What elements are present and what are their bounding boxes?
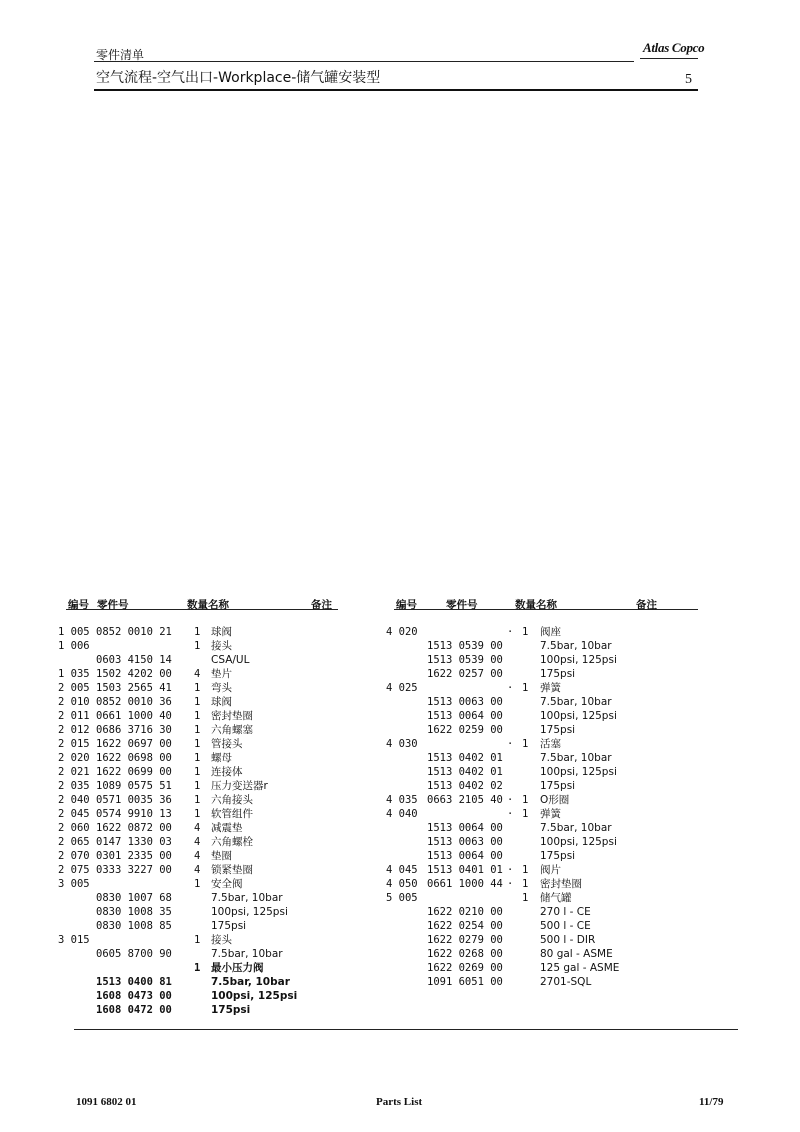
- item-number: 2 070: [58, 850, 90, 862]
- part-number: 0661 1000 44: [427, 878, 503, 890]
- part-number: 1622 0257 00: [427, 668, 503, 680]
- part-name: 2701-SQL: [540, 976, 592, 988]
- part-number: 0301 2335 00: [96, 850, 172, 862]
- part-number: 1622 0697 00: [96, 738, 172, 750]
- part-name: 500 l - CE: [540, 920, 591, 932]
- part-number: 1608 0472 00: [96, 1004, 172, 1016]
- part-name: 密封垫圈: [211, 710, 253, 722]
- part-name: 压力变送器r: [211, 780, 268, 792]
- quantity: 1: [522, 682, 529, 694]
- col-header-item-right: 编号: [396, 599, 417, 611]
- quantity: 1: [522, 738, 529, 750]
- part-number: 0605 8700 90: [96, 948, 172, 960]
- part-number: 1513 0063 00: [427, 696, 503, 708]
- item-number: 2 065: [58, 836, 90, 848]
- item-number: 2 020: [58, 752, 90, 764]
- part-number: 0661 1000 40: [96, 710, 172, 722]
- part-name: 500 l - DIR: [540, 934, 596, 946]
- table-bottom-rule: [74, 1029, 738, 1030]
- quantity: 4: [194, 822, 201, 834]
- quantity: 1: [522, 808, 529, 820]
- item-number: 1 035: [58, 668, 90, 680]
- col-header-part-left: 零件号: [97, 599, 129, 611]
- part-name: 锁紧垫圈: [211, 864, 253, 876]
- part-name: 7.5bar, 10bar: [540, 640, 612, 652]
- part-name: 减震垫: [211, 822, 243, 834]
- part-number: 0686 3716 30: [96, 724, 172, 736]
- part-number: 1513 0063 00: [427, 836, 503, 848]
- part-name: 7.5bar, 10bar: [540, 822, 612, 834]
- quantity: 1: [194, 934, 201, 946]
- item-number: 2 045: [58, 808, 90, 820]
- part-number: 0574 9910 13: [96, 808, 172, 820]
- part-name: 100psi, 125psi: [211, 990, 298, 1002]
- quantity: 1: [194, 752, 201, 764]
- part-name: 活塞: [540, 738, 561, 750]
- part-name: 100psi, 125psi: [540, 766, 617, 778]
- row-marker: ·: [507, 808, 514, 820]
- item-number: 1 005: [58, 626, 90, 638]
- part-number: 1608 0473 00: [96, 990, 172, 1002]
- part-number: 1513 0402 01: [427, 766, 503, 778]
- quantity: 1: [194, 696, 201, 708]
- part-name: 175psi: [540, 780, 576, 792]
- col-header-part-right: 零件号: [446, 599, 478, 611]
- footer-doc-number: 1091 6802 01: [76, 1096, 137, 1108]
- item-number: 4 035: [386, 794, 418, 806]
- part-name: 弹簧: [540, 682, 561, 694]
- quantity: 1: [522, 892, 529, 904]
- quantity: 1: [194, 780, 201, 792]
- part-number: 1622 0699 00: [96, 766, 172, 778]
- logo-rule: [640, 58, 698, 59]
- part-number: 0663 2105 40: [427, 794, 503, 806]
- part-number: 0603 4150 14: [96, 654, 172, 666]
- item-number: 1 006: [58, 640, 90, 652]
- item-number: 2 010: [58, 696, 90, 708]
- part-name: 7.5bar, 10bar: [211, 892, 283, 904]
- part-name: 阀片: [540, 864, 561, 876]
- row-marker: ·: [507, 794, 514, 806]
- part-name: 接头: [211, 934, 232, 946]
- part-name: 球阀: [211, 696, 232, 708]
- part-number: 1503 2565 41: [96, 682, 172, 694]
- part-name: 储气罐: [540, 892, 572, 904]
- part-name: CSA/UL: [211, 654, 250, 666]
- item-number: 4 050: [386, 878, 418, 890]
- part-name: 密封垫圈: [540, 878, 582, 890]
- part-name: 螺母: [211, 752, 232, 764]
- item-number: 2 011: [58, 710, 90, 722]
- quantity: 4: [194, 850, 201, 862]
- part-number: 0830 1008 35: [96, 906, 172, 918]
- part-name: 100psi, 125psi: [540, 836, 617, 848]
- col-header-qty-name-right: 数量名称: [515, 599, 557, 611]
- part-name: 弹簧: [540, 808, 561, 820]
- col-header-remark-right: 备注: [636, 599, 657, 611]
- col-header-rule-left: [66, 609, 338, 610]
- part-number: 1513 0402 02: [427, 780, 503, 792]
- part-number: 1622 0872 00: [96, 822, 172, 834]
- part-name: 175psi: [540, 850, 576, 862]
- quantity: 1: [522, 794, 529, 806]
- col-header-qty-name-left: 数量名称: [187, 599, 229, 611]
- quantity: 1: [522, 878, 529, 890]
- section-label: 零件清单: [96, 48, 145, 62]
- quantity: 1: [194, 962, 201, 974]
- quantity: 1: [194, 710, 201, 722]
- item-number: 3 005: [58, 878, 90, 890]
- part-name: 垫片: [211, 668, 232, 680]
- part-name: 管接头: [211, 738, 243, 750]
- part-name: 垫圈: [211, 850, 232, 862]
- part-number: 1502 4202 00: [96, 668, 172, 680]
- item-number: 5 005: [386, 892, 418, 904]
- row-marker: ·: [507, 878, 514, 890]
- part-name: 100psi, 125psi: [540, 710, 617, 722]
- col-header-remark-left: 备注: [311, 599, 332, 611]
- quantity: 1: [194, 724, 201, 736]
- part-name: 六角螺栓: [211, 836, 253, 848]
- item-number: 2 040: [58, 794, 90, 806]
- part-number: 1622 0269 00: [427, 962, 503, 974]
- item-number: 4 045: [386, 864, 418, 876]
- quantity: 1: [194, 626, 201, 638]
- row-marker: ·: [507, 626, 514, 638]
- part-name: 175psi: [540, 724, 576, 736]
- part-number: 1622 0259 00: [427, 724, 503, 736]
- part-name: O形圈: [540, 794, 570, 806]
- quantity: 1: [522, 864, 529, 876]
- quantity: 4: [194, 668, 201, 680]
- atlas-copco-logo: Atlas Copco: [643, 40, 705, 55]
- quantity: 1: [194, 878, 201, 890]
- part-name: 100psi, 125psi: [540, 654, 617, 666]
- part-name: 7.5bar, 10bar: [211, 948, 283, 960]
- part-name: 175psi: [211, 1004, 251, 1016]
- part-number: 1622 0254 00: [427, 920, 503, 932]
- part-name: 最小压力阀: [211, 962, 264, 974]
- part-name: 球阀: [211, 626, 232, 638]
- row-marker: ·: [507, 738, 514, 750]
- part-number: 1513 0539 00: [427, 640, 503, 652]
- item-number: 2 035: [58, 780, 90, 792]
- item-number: 4 040: [386, 808, 418, 820]
- part-name: 125 gal - ASME: [540, 962, 620, 974]
- quantity: 4: [194, 836, 201, 848]
- item-number: 2 075: [58, 864, 90, 876]
- part-number: 1089 0575 51: [96, 780, 172, 792]
- part-number: 0852 0010 36: [96, 696, 172, 708]
- part-name: 270 l - CE: [540, 906, 591, 918]
- part-number: 1622 0698 00: [96, 752, 172, 764]
- quantity: 1: [194, 738, 201, 750]
- quantity: 1: [194, 682, 201, 694]
- part-name: 175psi: [211, 920, 247, 932]
- item-number: 4 020: [386, 626, 418, 638]
- page-title: 空气流程-空气出口-Workplace-储气罐安装型: [96, 70, 381, 86]
- footer-page-ref: 11/79: [699, 1096, 724, 1108]
- col-header-item-left: 编号: [68, 599, 89, 611]
- part-number: 1513 0539 00: [427, 654, 503, 666]
- part-number: 0571 0035 36: [96, 794, 172, 806]
- part-name: 阀座: [540, 626, 561, 638]
- part-number: 1513 0064 00: [427, 822, 503, 834]
- part-name: 安全阀: [211, 878, 243, 890]
- part-name: 7.5bar, 10bar: [540, 752, 612, 764]
- part-name: 100psi, 125psi: [211, 906, 288, 918]
- quantity: 1: [194, 794, 201, 806]
- item-number: 2 015: [58, 738, 90, 750]
- quantity: 4: [194, 864, 201, 876]
- part-name: 六角螺塞: [211, 724, 253, 736]
- row-marker: ·: [507, 864, 514, 876]
- page-number: 5: [685, 72, 692, 87]
- part-name: 7.5bar, 10bar: [540, 696, 612, 708]
- part-number: 0147 1330 03: [96, 836, 172, 848]
- part-name: 连接体: [211, 766, 243, 778]
- part-number: 1622 0279 00: [427, 934, 503, 946]
- part-number: 0333 3227 00: [96, 864, 172, 876]
- item-number: 4 025: [386, 682, 418, 694]
- item-number: 2 021: [58, 766, 90, 778]
- part-number: 1513 0402 01: [427, 752, 503, 764]
- quantity: 1: [194, 766, 201, 778]
- part-number: 1091 6051 00: [427, 976, 503, 988]
- item-number: 4 030: [386, 738, 418, 750]
- item-number: 2 060: [58, 822, 90, 834]
- part-number: 0830 1008 85: [96, 920, 172, 932]
- part-name: 175psi: [540, 668, 576, 680]
- part-name: 弯头: [211, 682, 232, 694]
- part-number: 1513 0400 81: [96, 976, 172, 988]
- quantity: 1: [522, 626, 529, 638]
- part-number: 0830 1007 68: [96, 892, 172, 904]
- quantity: 1: [194, 808, 201, 820]
- part-name: 80 gal - ASME: [540, 948, 613, 960]
- header-rule-bottom: [94, 89, 698, 91]
- part-name: 7.5bar, 10bar: [211, 976, 290, 988]
- part-number: 1513 0064 00: [427, 710, 503, 722]
- header-rule-top: [94, 61, 634, 62]
- part-number: 1513 0401 01: [427, 864, 503, 876]
- part-name: 接头: [211, 640, 232, 652]
- part-number: 1622 0268 00: [427, 948, 503, 960]
- part-number: 1513 0064 00: [427, 850, 503, 862]
- row-marker: ·: [507, 682, 514, 694]
- item-number: 3 015: [58, 934, 90, 946]
- part-name: 六角接头: [211, 794, 253, 806]
- item-number: 2 005: [58, 682, 90, 694]
- part-name: 软管组件: [211, 808, 253, 820]
- item-number: 2 012: [58, 724, 90, 736]
- footer-doc-title: Parts List: [376, 1096, 423, 1108]
- quantity: 1: [194, 640, 201, 652]
- part-number: 1622 0210 00: [427, 906, 503, 918]
- part-number: 0852 0010 21: [96, 626, 172, 638]
- col-header-rule-right: [394, 609, 698, 610]
